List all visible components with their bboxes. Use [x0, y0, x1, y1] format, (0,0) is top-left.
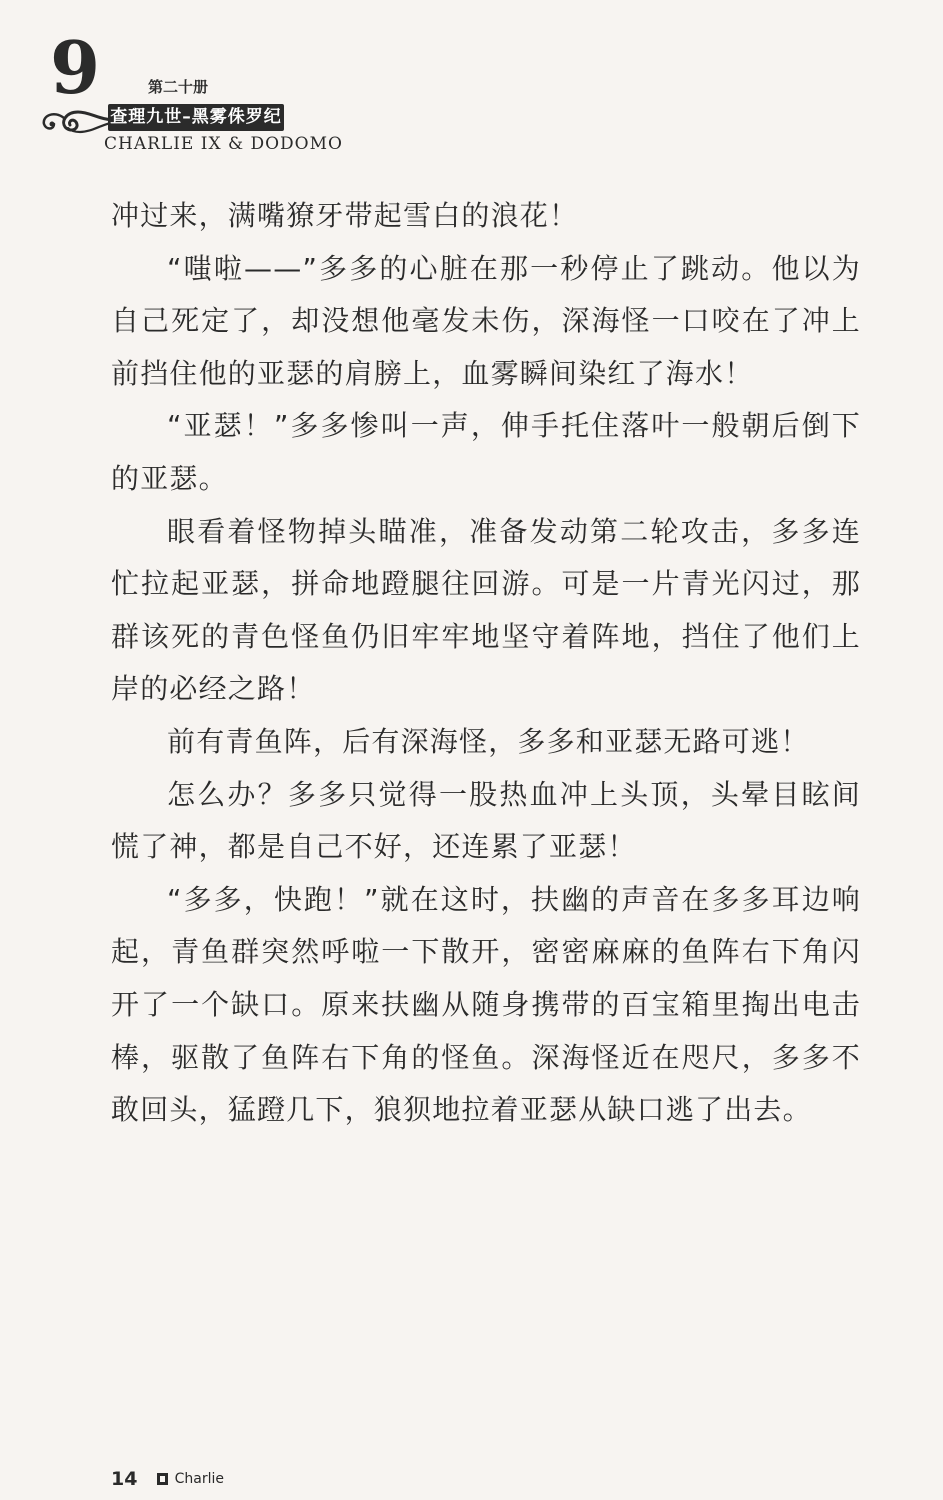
page-footer	[111, 1468, 224, 1498]
paragraph: “嗤啦——”多多的心脏在那一秒停止了跳动。他以为自己死定了，却没想他毫发未伤，深海怪一口咬在了冲上前挡住他的亚瑟的肩膀上，血雾瞬间染红了海水！	[111, 251, 861, 390]
volume-label: 第二十册	[148, 78, 209, 96]
paragraph: 冲过来，满嘴獠牙带起雪白的浪花！	[111, 199, 579, 232]
running-header	[30, 25, 343, 160]
footer-brand: Charlie	[174, 1471, 225, 1487]
page-number: 14	[111, 1468, 138, 1490]
body-text	[111, 190, 861, 1137]
book-subtitle: CHARLIE IX & DODOMO	[104, 134, 343, 154]
paragraph: 前有青鱼阵，后有深海怪，多多和亚瑟无路可逃！	[167, 724, 810, 758]
book-title-bar	[108, 104, 284, 131]
paragraph: 眼看着怪物掉头瞄准，准备发动第二轮攻击，多多连忙拉起亚瑟，拼命地蹬腿往回游。可是一片青光闪过，那群该死的青色怪鱼仍旧牢牢地坚守着阵地，挡住了他们上岸的必经之路！	[111, 514, 861, 706]
charlie-logo-icon	[157, 1473, 168, 1485]
book-title: 查理九世–黑雾侏罗纪	[110, 107, 282, 127]
paragraph: 怎么办？多多只觉得一股热血冲上头顶，头晕目眩间慌了神，都是自己不好，还连累了亚瑟！	[111, 777, 861, 864]
paragraph: “多多，快跑！”就在这时，扶幽的声音在多多耳边响起，青鱼群突然呼啦一下散开，密密麻麻的鱼阵右下角闪开了一个缺口。原来扶幽从随身携带的百宝箱里掏出电击棒，驱散了鱼阵右下角的怪鱼。深海怪近在咫尺，多多不敢回头，猛蹬几下，狼狈地拉着亚瑟从缺口逃了出去。	[111, 882, 861, 1127]
paragraph: “亚瑟！”多多惨叫一声，伸手托住落叶一般朝后倒下的亚瑟。	[111, 409, 861, 495]
series-number: 9	[50, 25, 101, 110]
